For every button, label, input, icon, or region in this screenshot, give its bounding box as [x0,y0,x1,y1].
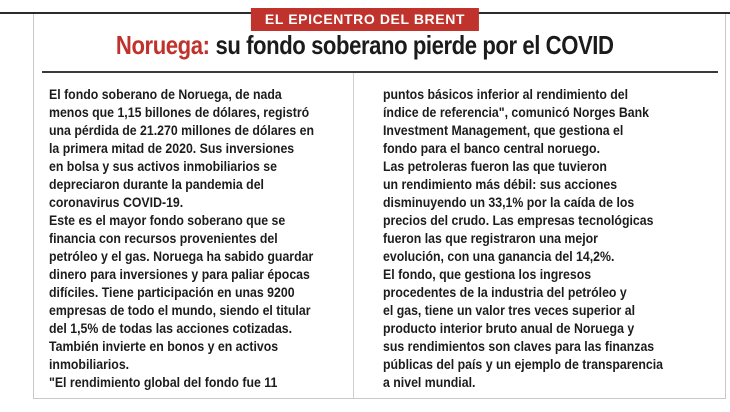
text-line: petróleo y el gas. Noruega ha sabido guardar [49,248,314,264]
text-line: fondo para el banco central noruego. [383,140,601,156]
text-line: difíciles. Tiene participación en unas 9200 [49,284,295,300]
text-line: inmobiliarios. [49,356,130,372]
article-column-right [383,85,726,391]
text-line: También invierte en bonos y en activos [49,338,279,354]
text-line: coronavirus COVID-19. [49,194,184,210]
page-title-highlight: Noruega: [116,30,210,60]
text-line: en bolsa y sus activos inmobiliarios se [49,158,278,174]
text-line: procedentes de la industria del petróleo y [383,284,627,300]
text-line: Este es el mayor fondo soberano que se [49,212,286,228]
text-line: una pérdida de 21.270 millones de dólares en [49,122,314,138]
text-line: menos que 1,15 billones de dólares, registró [49,104,310,120]
text-line: depreciaron durante la pandemia del [49,176,264,192]
page-title-rest: su fondo soberano pierde por el COVID [215,30,614,60]
text-line: públicas del país y un ejemplo de transparencia [383,356,664,372]
text-line: producto interior bruto anual de Noruega y [383,320,635,336]
text-line: el gas, tiene un valor tres veces superior al [383,302,635,318]
page-title [0,30,730,61]
text-line: "El rendimiento global del fondo fue 11 [49,374,278,390]
text-line: puntos básicos inferior al rendimiento del [383,86,629,102]
text-line: evolución, con una ganancia del 14,2%. [383,248,615,264]
text-line: índice de referencia", comunicó Norges Bank [383,104,650,120]
title-underline [42,71,718,73]
text-line: un rendimiento más débil: sus acciones [383,176,618,192]
column-divider [353,73,354,398]
page-title-text [116,30,614,61]
text-line: financia con recursos provenientes del [49,230,278,246]
text-line: la primera mitad de 2020. Sus inversiones [49,140,295,156]
text-line: precios del crudo. Las empresas tecnológicas [383,212,654,228]
text-line: disminuyendo un 33,1% por la caída de los [383,194,635,210]
text-line: El fondo soberano de Noruega, de nada [49,86,282,102]
text-line: El fondo, que gestiona los ingresos [383,266,592,282]
text-line: empresas de todo el mundo, siendo el titular [49,302,311,318]
section-banner-label: EL EPICENTRO DEL BRENT [264,11,466,27]
text-line: sus rendimientos son claves para las finanzas [383,338,655,354]
article-column-left [49,85,353,391]
text-line: fueron las que registraron una mejor [383,230,598,246]
text-line: dinero para inversiones y para paliar épocas [49,266,310,282]
text-line: Investment Management, que gestiona el [383,122,624,138]
section-banner [251,8,479,31]
text-line: del 1,5% de todas las acciones cotizadas. [49,320,293,336]
text-line: a nivel mundial. [383,374,476,390]
text-line: Las petroleras fueron las que tuvieron [383,158,607,174]
